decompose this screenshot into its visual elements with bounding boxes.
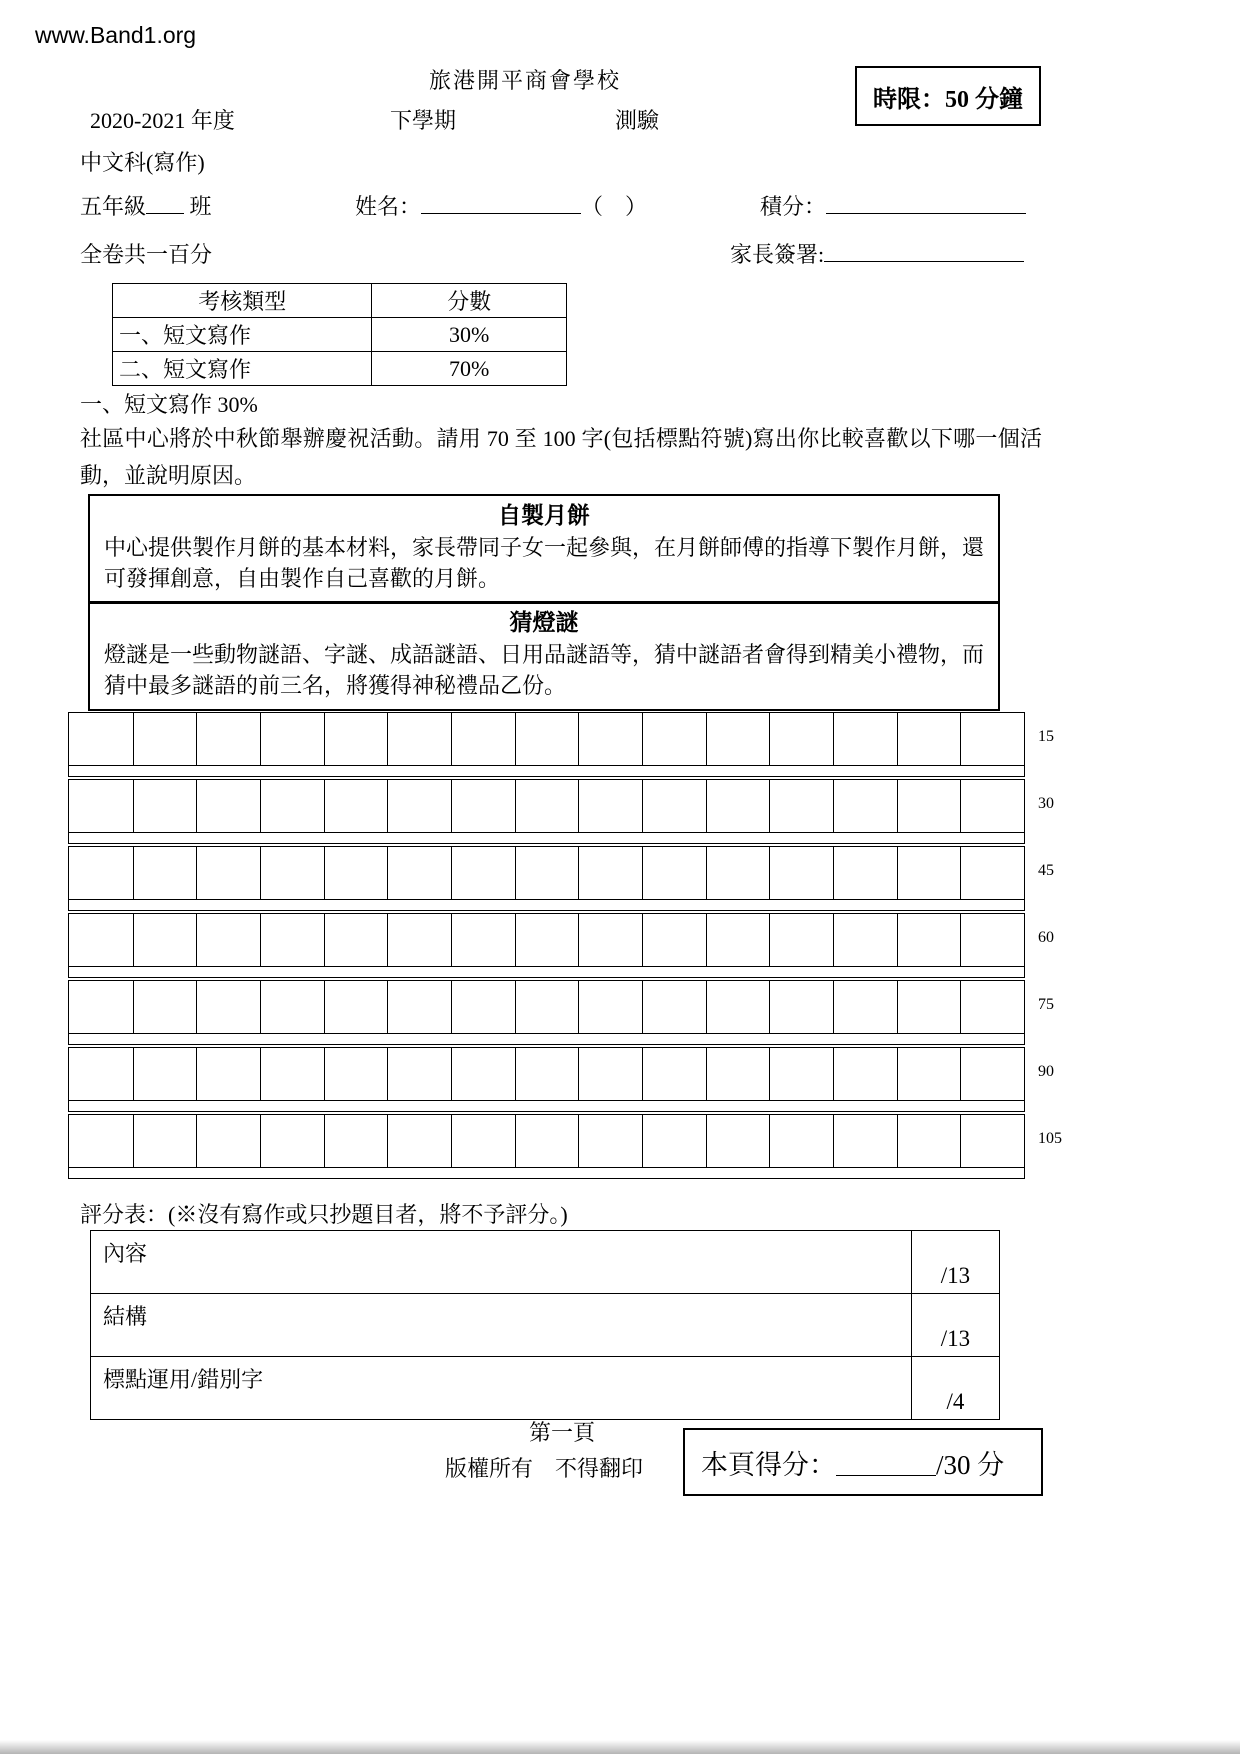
writing-cell xyxy=(960,847,1024,899)
writing-cell xyxy=(324,713,388,765)
writing-cell xyxy=(897,780,961,832)
student-info-line-1 xyxy=(80,190,1140,222)
writing-cell xyxy=(578,780,642,832)
writing-cell xyxy=(960,981,1024,1033)
line-count-marker: 15 xyxy=(1038,728,1054,745)
merit-blank xyxy=(826,191,1026,214)
writing-cell xyxy=(515,914,579,966)
class-blank xyxy=(146,191,184,214)
year-label: 2020-2021 年度 xyxy=(90,108,235,133)
writing-strip xyxy=(68,1101,1025,1112)
line-count-marker: 75 xyxy=(1038,996,1054,1013)
writing-cell xyxy=(515,1048,579,1100)
writing-cells-row xyxy=(68,1114,1025,1168)
assessment-type-cell: 二、短文寫作 xyxy=(113,352,372,386)
writing-cell xyxy=(196,914,260,966)
writing-cell xyxy=(769,914,833,966)
writing-cell xyxy=(833,914,897,966)
percentage-cell: 30% xyxy=(372,318,567,352)
rubric-score: /4 xyxy=(912,1357,1000,1420)
writing-cell xyxy=(387,713,451,765)
writing-cell xyxy=(769,713,833,765)
writing-cell xyxy=(642,847,706,899)
parent-signature-label: 家長簽署: xyxy=(730,242,825,267)
writing-cell xyxy=(578,1115,642,1167)
writing-strip xyxy=(68,1168,1025,1179)
writing-cell xyxy=(960,914,1024,966)
writing-cell xyxy=(260,1115,324,1167)
rubric-score: /13 xyxy=(912,1294,1000,1357)
writing-cell xyxy=(706,1115,770,1167)
activity-option-box-mooncake xyxy=(88,494,1000,604)
percentage-cell: 70% xyxy=(372,352,567,386)
writing-cell xyxy=(196,1048,260,1100)
writing-cells-row xyxy=(68,846,1025,900)
writing-grid-block xyxy=(68,712,1054,777)
writing-grid-block xyxy=(68,1047,1054,1112)
line-count-marker: 90 xyxy=(1038,1063,1054,1080)
writing-cell xyxy=(706,914,770,966)
writing-cell xyxy=(69,847,133,899)
writing-cell xyxy=(196,847,260,899)
writing-cell xyxy=(897,713,961,765)
writing-cell xyxy=(642,1115,706,1167)
writing-cell xyxy=(69,981,133,1033)
table-header-row xyxy=(113,284,567,318)
writing-cell xyxy=(706,981,770,1033)
writing-cell xyxy=(69,914,133,966)
header-percentage: 分數 xyxy=(372,284,567,318)
school-name: 旅港開平商會學校 xyxy=(428,68,621,93)
writing-prompt: 社區中心將於中秋節舉辦慶祝活動。請用 70 至 100 字(包括標點符號)寫出你比較喜歡以下哪一個活動，並說明原因。 xyxy=(80,426,1042,488)
site-watermark: www.Band1.org xyxy=(35,22,197,48)
writing-cell xyxy=(451,713,515,765)
writing-cell xyxy=(196,713,260,765)
writing-strip xyxy=(68,967,1025,978)
writing-cell xyxy=(833,780,897,832)
writing-strip xyxy=(68,900,1025,911)
writing-grid-block xyxy=(68,1114,1062,1179)
time-limit-label: 時限：50 分鐘 xyxy=(873,86,1023,113)
writing-cell xyxy=(133,1115,197,1167)
writing-cell xyxy=(387,981,451,1033)
writing-cell xyxy=(324,847,388,899)
writing-cell xyxy=(515,847,579,899)
assessment-type-table xyxy=(112,283,567,386)
activity-option-body: 燈謎是一些動物謎語、字謎、成語謎語、日用品謎語等，猜中謎語者會得到精美小禮物，而猜中最多謎語的前三名，將獲得神秘禮品乙份。 xyxy=(104,642,985,698)
name-paren: （ ） xyxy=(581,194,648,219)
writing-grid xyxy=(68,712,1062,1181)
writing-cell xyxy=(769,1048,833,1100)
rubric-label: 結構 xyxy=(91,1294,912,1357)
writing-cell xyxy=(642,713,706,765)
writing-cells-row xyxy=(68,1047,1025,1101)
writing-cell xyxy=(69,1048,133,1100)
activity-option-title: 猜燈謎 xyxy=(509,610,579,635)
line-count-marker: 105 xyxy=(1038,1130,1062,1147)
writing-cell xyxy=(642,981,706,1033)
writing-cell xyxy=(897,914,961,966)
writing-cell xyxy=(451,1115,515,1167)
writing-cell xyxy=(833,847,897,899)
writing-cell xyxy=(960,780,1024,832)
parent-signature-field xyxy=(730,238,1024,269)
writing-cell xyxy=(196,780,260,832)
writing-cell xyxy=(260,847,324,899)
writing-cell xyxy=(642,914,706,966)
total-marks-label: 全卷共一百分 xyxy=(80,242,213,267)
writing-cell xyxy=(578,847,642,899)
writing-grid-block xyxy=(68,846,1054,911)
writing-cell xyxy=(833,1115,897,1167)
writing-strip xyxy=(68,833,1025,844)
writing-cell xyxy=(769,981,833,1033)
writing-cell xyxy=(451,914,515,966)
term-label: 下學期 xyxy=(390,108,457,133)
writing-cell xyxy=(324,1048,388,1100)
writing-cells-row xyxy=(68,913,1025,967)
page-score-box xyxy=(683,1428,1043,1496)
writing-cell xyxy=(69,780,133,832)
writing-cell xyxy=(897,1048,961,1100)
student-info-line-2 xyxy=(80,238,1140,270)
writing-cell xyxy=(706,1048,770,1100)
writing-cell xyxy=(642,1048,706,1100)
writing-cell xyxy=(133,981,197,1033)
grade-label: 五年級 xyxy=(80,194,147,219)
writing-cells-row xyxy=(68,712,1025,766)
writing-cell xyxy=(324,780,388,832)
writing-cell xyxy=(387,847,451,899)
activity-option-box-lantern-riddles xyxy=(88,601,1000,711)
writing-cell xyxy=(769,847,833,899)
writing-cell xyxy=(833,981,897,1033)
writing-cell xyxy=(515,713,579,765)
writing-grid-block xyxy=(68,980,1054,1045)
page-bottom-shadow xyxy=(0,1740,1240,1754)
writing-cells-row xyxy=(68,779,1025,833)
writing-cell xyxy=(324,1115,388,1167)
rubric-row xyxy=(91,1357,1000,1420)
writing-cell xyxy=(260,713,324,765)
rubric-intro: 評分表：(※沒有寫作或只抄題目者，將不予評分。) xyxy=(80,1202,568,1227)
writing-cell xyxy=(324,914,388,966)
rubric-label: 內容 xyxy=(91,1231,912,1294)
writing-cell xyxy=(451,847,515,899)
assessment-type-label: 測驗 xyxy=(615,108,660,133)
writing-cell xyxy=(578,981,642,1033)
writing-cells-row xyxy=(68,980,1025,1034)
writing-cell xyxy=(642,780,706,832)
writing-cell xyxy=(260,1048,324,1100)
writing-cell xyxy=(578,713,642,765)
page-score-suffix: /30 分 xyxy=(936,1449,1005,1480)
writing-strip xyxy=(68,1034,1025,1045)
writing-cell xyxy=(133,1048,197,1100)
writing-cell xyxy=(260,780,324,832)
writing-cell xyxy=(578,1048,642,1100)
writing-cell xyxy=(387,914,451,966)
name-field xyxy=(355,190,647,221)
name-blank xyxy=(421,191,581,214)
writing-cell xyxy=(515,981,579,1033)
page-score-label: 本頁得分： xyxy=(701,1449,836,1480)
section-title: 一、短文寫作 30% xyxy=(80,392,258,417)
writing-cell xyxy=(196,1115,260,1167)
writing-cell xyxy=(196,981,260,1033)
writing-cell xyxy=(706,713,770,765)
writing-cell xyxy=(769,1115,833,1167)
page-number: 第一頁 xyxy=(528,1420,595,1445)
writing-cell xyxy=(706,780,770,832)
writing-cell xyxy=(451,981,515,1033)
writing-cell xyxy=(960,1048,1024,1100)
merit-field xyxy=(760,190,1026,221)
writing-cell xyxy=(833,1048,897,1100)
rubric-table xyxy=(90,1230,1000,1420)
exam-info-line xyxy=(90,104,1040,134)
writing-cell xyxy=(960,713,1024,765)
page-score-blank xyxy=(836,1448,936,1476)
writing-cell xyxy=(706,847,770,899)
writing-grid-block xyxy=(68,779,1054,844)
writing-cell xyxy=(324,981,388,1033)
rubric-row xyxy=(91,1231,1000,1294)
writing-cell xyxy=(897,981,961,1033)
writing-cell xyxy=(515,1115,579,1167)
line-count-marker: 60 xyxy=(1038,929,1054,946)
writing-cell xyxy=(387,1048,451,1100)
table-row xyxy=(113,352,567,386)
writing-cell xyxy=(69,713,133,765)
writing-cell xyxy=(260,981,324,1033)
writing-cell xyxy=(133,780,197,832)
writing-cell xyxy=(833,713,897,765)
copyright-notice: 版權所有 不得翻印 xyxy=(445,1456,644,1481)
writing-strip xyxy=(68,766,1025,777)
parent-signature-blank xyxy=(824,239,1024,262)
assessment-type-cell: 一、短文寫作 xyxy=(113,318,372,352)
table-row xyxy=(113,318,567,352)
activity-option-title: 自製月餅 xyxy=(498,503,590,528)
writing-cell xyxy=(451,780,515,832)
name-label: 姓名： xyxy=(355,194,422,219)
merit-label: 積分： xyxy=(760,194,827,219)
rubric-score: /13 xyxy=(912,1231,1000,1294)
writing-cell xyxy=(133,847,197,899)
writing-grid-block xyxy=(68,913,1054,978)
writing-cell xyxy=(133,713,197,765)
rubric-row xyxy=(91,1294,1000,1357)
writing-cell xyxy=(960,1115,1024,1167)
writing-cell xyxy=(897,847,961,899)
class-label: 班 xyxy=(189,194,212,219)
writing-cell xyxy=(387,1115,451,1167)
writing-cell xyxy=(578,914,642,966)
writing-cell xyxy=(897,1115,961,1167)
grade-class-field xyxy=(80,190,212,221)
line-count-marker: 30 xyxy=(1038,795,1054,812)
header-assessment-type: 考核類型 xyxy=(113,284,372,318)
rubric-label: 標點運用/錯別字 xyxy=(91,1357,912,1420)
activity-option-body: 中心提供製作月餅的基本材料，家長帶同子女一起參與，在月餅師傅的指導下製作月餅，還可發揮創意，自由製作自己喜歡的月餅。 xyxy=(104,535,985,591)
writing-cell xyxy=(769,780,833,832)
subject-title: 中文科(寫作) xyxy=(80,150,205,175)
writing-cell xyxy=(69,1115,133,1167)
writing-cell xyxy=(451,1048,515,1100)
line-count-marker: 45 xyxy=(1038,862,1054,879)
writing-cell xyxy=(133,914,197,966)
writing-cell xyxy=(260,914,324,966)
writing-cell xyxy=(387,780,451,832)
writing-cell xyxy=(515,780,579,832)
